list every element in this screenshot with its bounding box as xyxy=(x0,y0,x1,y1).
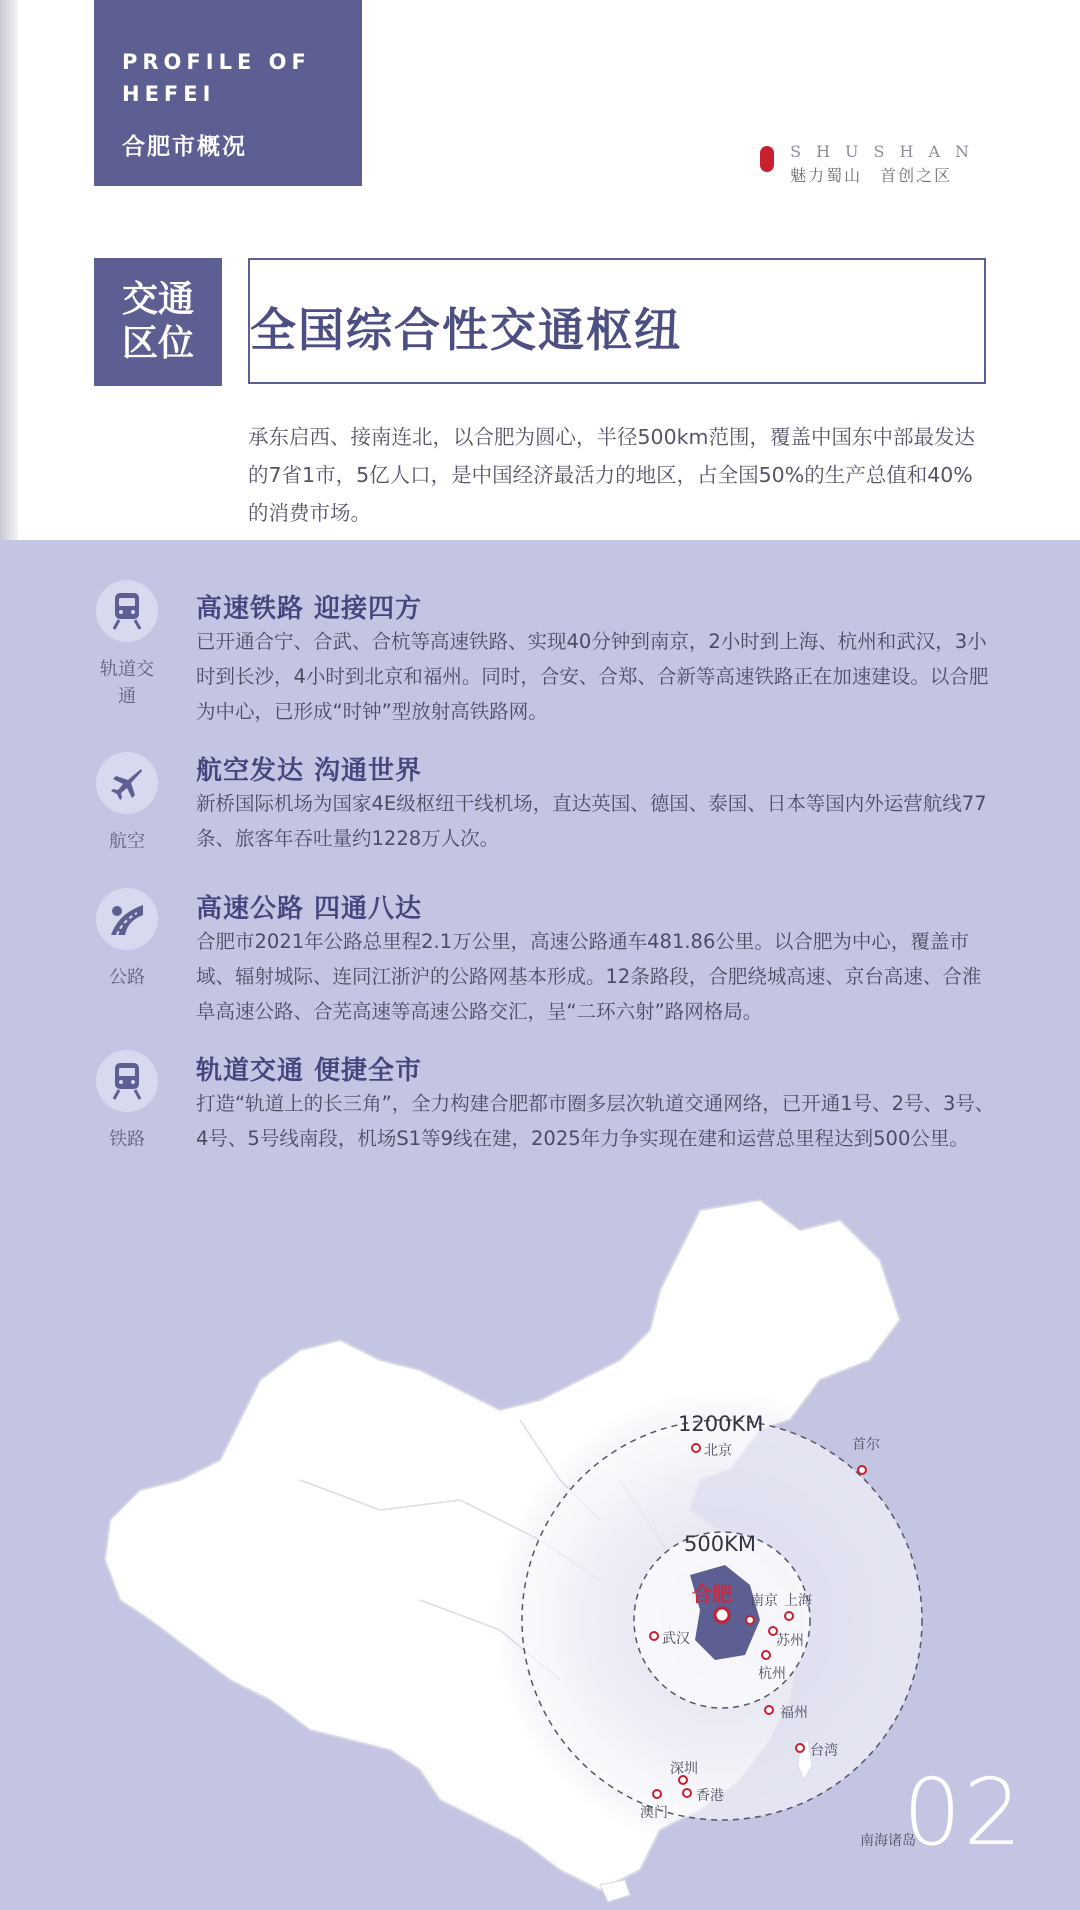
item-title: 轨道交通 便捷全市 xyxy=(196,1056,423,1086)
city-label: 杭州 xyxy=(758,1666,786,1682)
train-icon xyxy=(96,580,158,642)
plane-icon xyxy=(96,752,158,814)
city-label: 上海 xyxy=(784,1593,812,1609)
item-label: 轨道交通 xyxy=(100,659,154,707)
page-number: 02 xyxy=(902,1759,1024,1866)
item-body: 已开通合宁、合武、合杭等高速铁路、实现40分钟到南京，2小时到上海、杭州和武汉，3小时到长沙，4小时到北京和福州。同时，合安、合郑、合新等高速铁路正在加速建设。以合肥为中心，已形成“时钟”型放射高铁路网。 xyxy=(196,630,989,723)
hefei-label: 合肥 xyxy=(692,1582,732,1606)
city-label: 福州 xyxy=(780,1705,808,1721)
city-label: 北京 xyxy=(704,1443,732,1459)
ring-label-500: 500KM xyxy=(684,1532,756,1556)
south-sea-label: 南海诸岛 xyxy=(860,1833,916,1849)
city-label: 苏州 xyxy=(776,1633,804,1649)
profile-header-box xyxy=(94,0,362,186)
city-label: 首尔 xyxy=(852,1437,880,1453)
item-body: 合肥市2021年公路总里程2.1万公里，高速公路通车481.86公里。以合肥为中心，覆盖市域、辐射城际、连同江浙沪的公路网基本形成。12条路段，合肥绕城高速、京台高速、合淮阜高速公路、合芜高速等高速公路交汇，呈“二环六射”路网格局。 xyxy=(196,930,982,1023)
item-body: 新桥国际机场为国家4E级枢纽干线机场，直达英国、德国、泰国、日本等国内外运营航线77条、旅客年吞吐量约1228万人次。 xyxy=(196,792,987,850)
brand-slogan: 魅力蜀山 首创之区 xyxy=(790,166,953,185)
road-icon xyxy=(96,888,158,950)
item-label: 航空 xyxy=(109,831,145,852)
city-label: 深圳 xyxy=(670,1761,698,1777)
hefei-marker xyxy=(715,1608,729,1622)
item-title: 高速铁路 迎接四方 xyxy=(196,594,423,624)
city-label: 香港 xyxy=(696,1788,724,1804)
item-body: 打造“轨道上的长三角”，全力构建合肥都市圈多层次轨道交通网络，已开通1号、2号、3号、4号、5号线南段，机场S1等9线在建，2025年力争实现在建和运营总里程达到500公里。 xyxy=(196,1092,995,1150)
item-title: 高速公路 四通八达 xyxy=(196,894,423,924)
city-label: 南京 xyxy=(750,1593,778,1609)
brand-block xyxy=(790,142,984,186)
city-label: 澳门 xyxy=(640,1805,668,1821)
item-label: 铁路 xyxy=(109,1129,145,1150)
brand-name-en: SHUSHAN xyxy=(790,142,984,161)
ring-label-1200: 1200KM xyxy=(678,1412,764,1436)
profile-title-en: PROFILE OF HEFEI xyxy=(122,50,311,106)
item-title: 航空发达 沟通世界 xyxy=(196,756,423,786)
city-label: 台湾 xyxy=(810,1743,838,1759)
section-title-box xyxy=(248,258,986,384)
brand-seal-icon xyxy=(760,146,774,172)
profile-title-cn: 合肥市概况 xyxy=(122,134,247,160)
metro-icon xyxy=(96,1050,158,1112)
section-tag: 交通区位 xyxy=(94,258,222,386)
section-title: 全国综合性交通枢纽 xyxy=(250,303,682,357)
item-label: 公路 xyxy=(109,967,145,988)
section-intro: 承东启西、接南连北，以合肥为圆心，半径500km范围，覆盖中国东中部最发达的7省1市，5亿人口，是中国经济最活力的地区，占全国50%的生产总值和40%的消费市场。 xyxy=(248,425,975,525)
city-label: 武汉 xyxy=(662,1631,690,1647)
